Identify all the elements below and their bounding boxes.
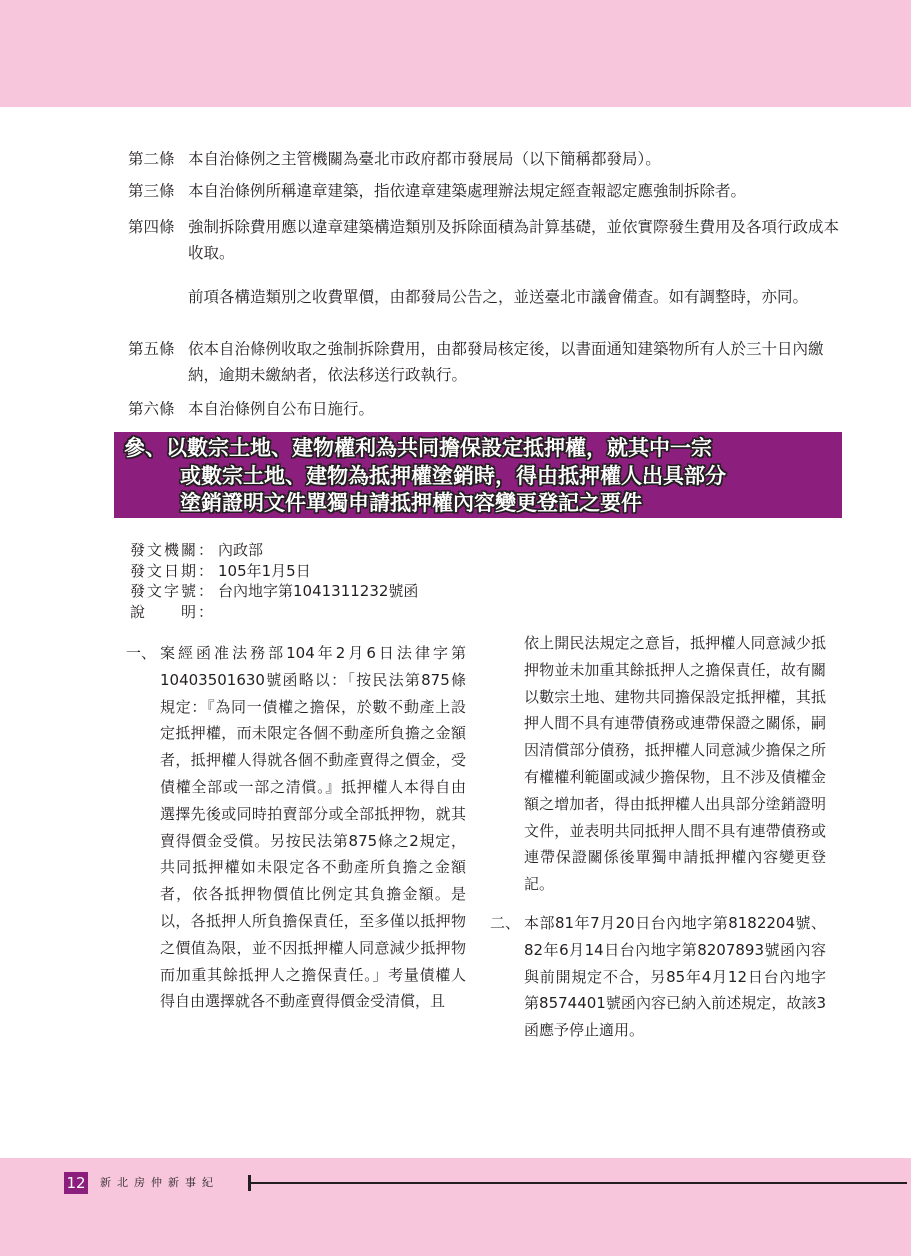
article-body [188, 178, 840, 204]
article-label: 第五條 [128, 340, 175, 358]
article-label: 第二條 [128, 150, 175, 168]
footer-rule [250, 1182, 907, 1184]
article-label: 第三條 [128, 182, 175, 200]
article-body [188, 336, 840, 388]
article-label: 第六條 [128, 400, 175, 418]
article-body [188, 214, 840, 310]
item-number: 二、 [490, 913, 521, 932]
article-label: 第四條 [128, 218, 175, 236]
article-paragraph: 本自治條例自公布日施行。 [188, 400, 375, 418]
article-paragraph: 強制拆除費用應以違章建築構造類別及拆除面積為計算基礎，並依實際發生費用及各項行政成本收取。 [188, 218, 840, 262]
right-column [490, 630, 826, 1044]
article-paragraph: 依本自治條例收取之強制拆除費用，由都發局核定後，以書面通知建築物所有人於三十日內繳納，逾期未繳納者，依法移送行政執行。 [188, 340, 824, 384]
meta-label: 發文日期： [130, 561, 216, 580]
meta-label: 發文機關： [130, 541, 216, 559]
magazine-name: 新北房仲新事紀 [100, 1176, 219, 1189]
section-heading-line: 或數宗土地、建物為抵押權塗銷時，得由抵押權人出具部分 [180, 464, 726, 488]
meta-value: 105年1月5日 [218, 561, 311, 580]
document-meta [130, 540, 418, 622]
item-text: 案經函准法務部104年2月6日法律字第10403501630號函略以：「按民法第875條規定：『為同一債權之擔保，於數不動產上設定抵押權，而未限定各個不動產所負擔之金額者，抵押權人得就各個不動產賣得之價金，受債權全部或一部之清償。』抵押權人本得自由選擇先後或同時拍賣部分或全部抵押物，就其賣得價金受償。另按民法第875條之2規定，共同抵押權如未限定各不動產所負擔之金額者，依各抵押物價值比例定其負擔金額。是以，各抵押人所負擔保責任，至多僅以抵押物之價值為限，並不因抵押權人同意減少抵押物而加重其餘抵押人之擔保責任。」考量債權人得自由選擇就各不動產賣得價金受清償，且 [160, 644, 466, 1011]
article-paragraph: 本自治條例之主管機關為臺北市政府都市發展局（以下簡稱都發局）。 [188, 150, 661, 168]
meta-doc-number [130, 581, 418, 602]
list-item [490, 910, 826, 1044]
meta-description [130, 602, 418, 623]
item-text: 本部81年7月20日台內地字第8182204號、82年6月14日台內地字第8207893號函內容與前開規定不合，另85年4月12日台內地字第8574401號函內容已納入前述規定，故該3函應予停止適用。 [524, 913, 826, 1040]
section-heading-line: 塗銷證明文件單獨申請抵押權內容變更登記之要件 [180, 491, 642, 515]
article-paragraph: 本自治條例所稱違章建築，指依違章建築處理辦法規定經查報認定應強制拆除者。 [188, 182, 747, 200]
list-item [126, 640, 466, 1015]
page-number: 12 [64, 1172, 88, 1194]
header-band [0, 0, 911, 107]
left-column [126, 640, 466, 1015]
item-number: 一、 [126, 644, 157, 662]
meta-label: 說 明： [130, 602, 216, 621]
article-body [188, 146, 840, 172]
item-continuation: 依上開民法規定之意旨，抵押權人同意減少抵押物並未加重其餘抵押人之擔保責任，故有關以數宗土地、建物共同擔保設定抵押權，其抵押人間不具有連帶債務或連帶保證之關係，嗣因清償部分債務，抵押權人同意減少擔保之所有權權利範圍或減少擔保物，且不涉及債權金額之增加者，得由抵押權人出具部分塗銷證明文件，並表明共同抵押人間不具有連帶債務或連帶保證關係後單獨申請抵押權內容變更登記。 [524, 634, 826, 894]
meta-value: 內政部 [218, 541, 264, 559]
meta-date [130, 561, 418, 582]
article-paragraph: 前項各構造類別之收費單價，由都發局公告之，並送臺北市議會備查。如有調整時，亦同。 [188, 288, 809, 306]
meta-label: 發文字號： [130, 582, 216, 600]
section-heading-line: 參、以數宗土地、建物權利為共同擔保設定抵押權，就其中一宗 [124, 436, 712, 460]
meta-value: 台內地字第1041311232號函 [218, 582, 419, 600]
meta-agency [130, 540, 418, 561]
article-body [188, 396, 840, 422]
section-heading [114, 432, 842, 518]
